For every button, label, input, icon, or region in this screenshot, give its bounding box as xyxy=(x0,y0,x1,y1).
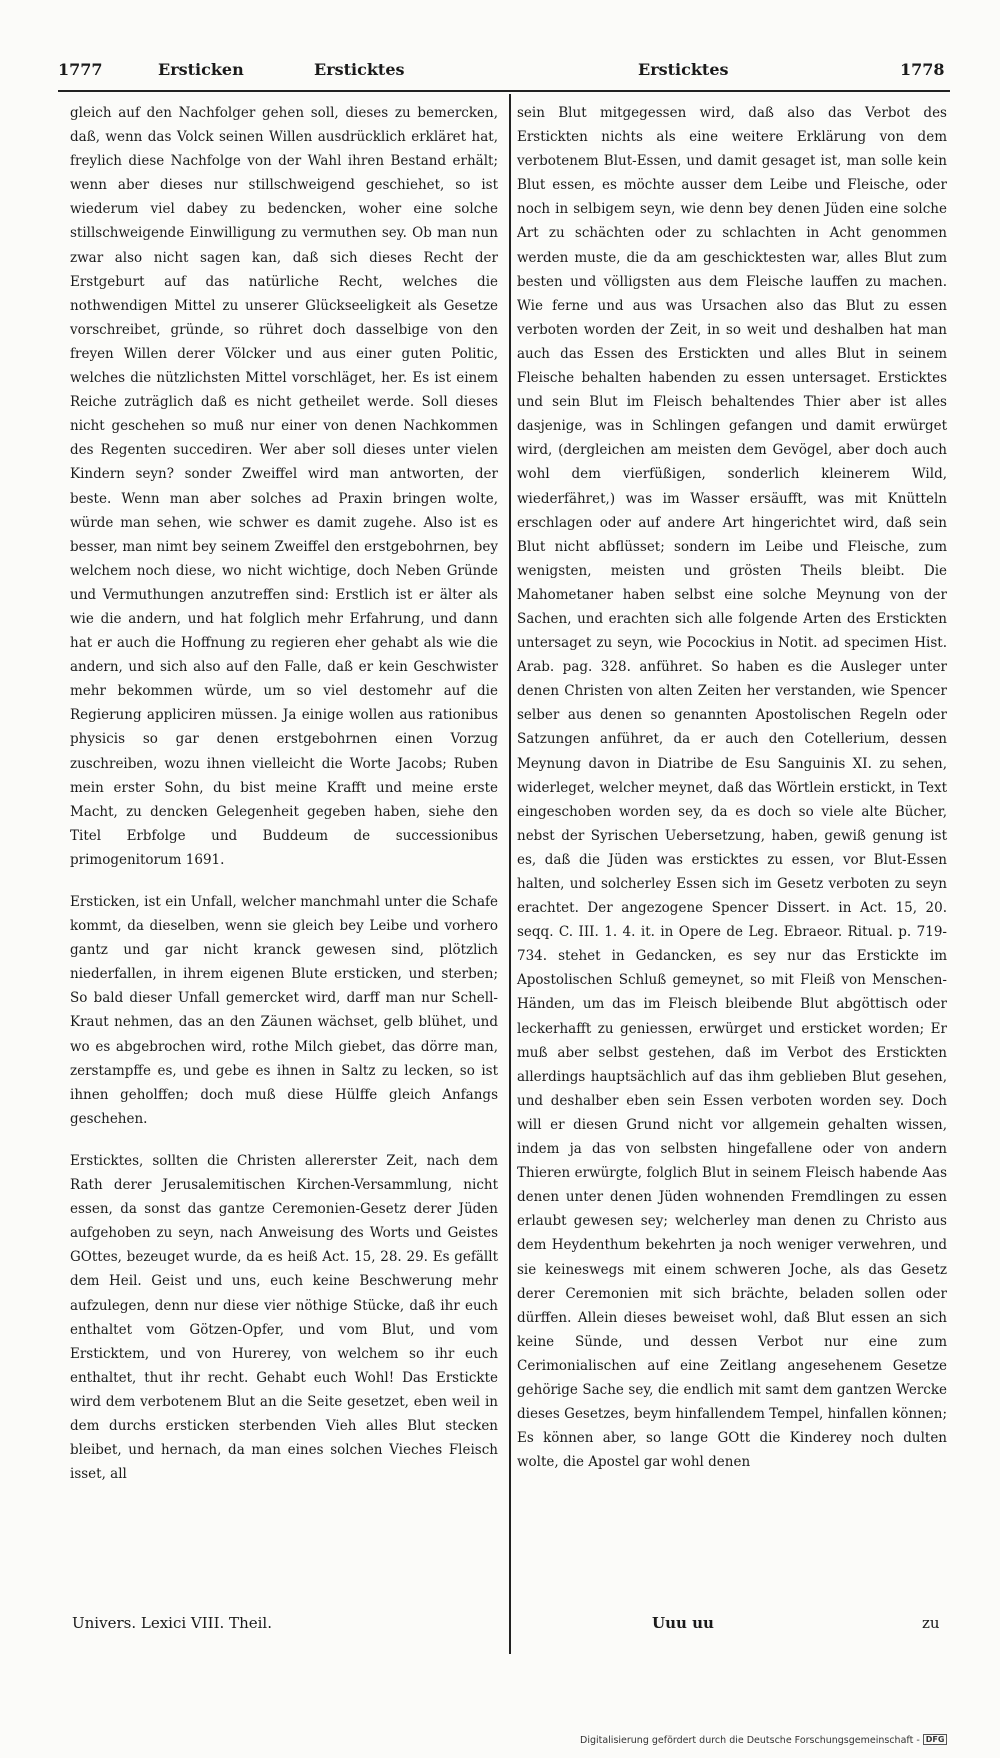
column-divider xyxy=(509,94,511,1654)
credit-text: Digitalisierung gefördert durch die Deutsche Forschungsgemeinschaft - xyxy=(580,1735,920,1746)
left-page-number: 1777 xyxy=(58,60,103,79)
left-headword-1: Ersticken xyxy=(158,60,244,79)
right-page-number: 1778 xyxy=(900,60,945,79)
left-column xyxy=(70,101,498,1486)
dfg-logo: DFG xyxy=(923,1734,948,1745)
left-paragraph-succession: gleich auf den Nachfolger gehen soll, dieses zu bemercken, daß, wenn das Volck seinen Willen ausdrücklich erkläret hat, freylich diese Nachfolge von der Wahl ihren Bestand erhält; wenn aber dieses nur stillschweigend geschiehet, so ist wiederum viel dabey zu bedencken, woher eine solche stillschweigende Einwilligung zu vermuthen sey. Ob man nun zwar also nicht sagen kan, daß sich dieses Recht der Erstgeburt auf das natürliche Recht, welches die nothwendigen Mittel zu unserer Glückseeligkeit als Gesetze vorschreibet, gründe, so rühret doch dasselbige von den freyen Willen derer Völcker und aus einer guten Politic, welches die nützlichsten Mittel vorschläget, her. Es ist einem Reiche zuträglich daß es nicht getheilet werde. Soll dieses nicht geschehen so muß nur einer von denen Nachkommen des Regenten succediren. Wer aber soll dieses unter vielen Kindern seyn? sonder Zweiffel wird man antworten, der beste. Wenn man aber solches ad Praxin bringen wolte, würde man sehen, wie schwer es damit zugehe. Also ist es besser, man nimt bey seinem Zweiffel den erstgebohrnen, bey welchem noch diese, wo nicht wichtige, doch Neben Gründe und Vermuthungen anzutreffen sind: Erstlich ist er älter als wie die andern, und hat folglich mehr Erfahrung, und dann hat er auch die Hoffnung zu regieren eher gehabt als wie die andern, und sich also auf den Falle, daß er kein Geschwister mehr bekommen würde, um so viel destomehr auf die Regierung appliciren müssen. Ja einige wollen aus rationibus physicis so gar denen erstgebohrnen einen Vorzug zuschreiben, wozu ihnen vielleicht die Worte Jacobs; Ruben mein erster Sohn, du bist meine Krafft und meine erste Macht, zu dencken Gelegenheit gegeben haben, siehe den Titel Erbfolge und Buddeum de successionibus primogenitorum 1691. xyxy=(70,105,498,868)
digitization-credit xyxy=(580,1734,947,1746)
right-column xyxy=(517,101,947,1474)
left-headword-2: Ersticktes xyxy=(314,60,405,79)
footer-catchword: zu xyxy=(922,1614,940,1632)
right-paragraph-continuation: sein Blut mitgegessen wird, daß also das Verbot des Erstickten nichts als eine weitere Erklärung von dem verbotenem Blut-Essen, und damit gesaget ist, man solle kein Blut essen, es möchte ausser dem Leibe und Fleische, oder noch in selbigem seyn, wie denn bey denen Jüden eine solche Art zu schächten oder zu schlachten in Acht genommen werden muste, die da am geschicktesten war, alles Blut zum besten und völligsten aus dem Fleische lauffen zu machen. Wie ferne und aus was Ursachen also das Blut zu essen verboten worden der Zeit, in so weit und deshalben hat man auch das Essen des Erstickten und alles Blut in seinem Fleische behalten habenden zu essen untersaget. Ersticktes und sein Blut im Fleisch behaltendes Thier aber ist alles dasjenige, was in Schlingen gefangen und damit erwürget wird, (dergleichen am meisten dem Gevögel, aber doch auch wohl dem vierfüßigen, sonderlich kleinerem Wild, wiederfähret,) was im Wasser ersäufft, was mit Knütteln erschlagen oder auf andere Art hingerichtet wird, daß sein Blut nicht abflüsset; sondern im Leibe und Fleische, zum wenigsten, meisten und grösten Theils bleibt. Die Mahometaner haben selbst eine solche Meynung von der Sachen, und erachten sich alle folgende Arten des Erstickten untersaget zu seyn, wie Pocockius in Notit. ad specimen Hist. Arab. pag. 328. anführet. So haben es die Ausleger unter denen Christen von alten Zeiten her verstanden, wie Spencer selber aus denen so genannten Apostolischen Regeln oder Satzungen anführet, da er auch den Cotellerium, dessen Meynung davon in Diatribe de Esu Sanguinis XI. zu sehen, widerleget, welcher meynet, daß das Wörtlein erstickt, in Text eingeschoben worden sey, da es doch so viele alte Bücher, nebst der Syrischen Uebersetzung, haben, gewiß genung ist es, daß die Jüden was ersticktes zu essen, vor Blut-Essen halten, und solcherley Essen sich im Gesetz verboten zu seyn erachtet. Der angezogene Spencer Dissert. in Act. 15, 20. seqq. C. III. 1. 4. it. in Opere de Leg. Ebraeor. Ritual. p. 719-734. stehet in Gedancken, es sey nur das Erstickte im Apostolischen Schluß gemeynet, so mit Fleiß von Menschen-Händen, um das im Fleisch bleibende Blut abgöttisch oder leckerhafft zu geniessen, erwürget und ersticket worden; Er muß aber selbst gestehen, daß im Verbot des Erstickten allerdings hauptsächlich auf das ihm geblieben Blut gesehen, und deshalber eben sein Essen verboten worden sey. Doch will er diesen Grund nicht vor allgemein gehalten wissen, indem ja das von selbsten hingefallene oder von andern Thieren erwürgte, folglich Blut in seinem Fleisch habende Aas denen unter denen Jüden wohnenden Fremdlingen zu essen erlaubt gewesen sey; welcherley man denen zu Christo aus dem Heydenthum bekehrten ja noch weniger verwehren, und sie keineswegs mit einem schweren Joche, als das Gesetz derer Ceremonien mit sich brächte, beladen sollen oder dürffen. Allein dieses beweiset wohl, daß Blut essen an sich keine Sünde, und dessen Verbot nur eine zum Cerimonialischen auf eine Zeitlang angesehenem Gesetze gehörige Sache sey, die endlich mit samt dem gantzen Wercke dieses Gesetzes, beym hinfallendem Tempel, hinfallen können; Es können aber, so lange GOtt die Kinderey noch dulten wolte, die Apostel gar wohl denen xyxy=(517,105,947,1471)
footer-volume: Univers. Lexici VIII. Theil. xyxy=(72,1614,272,1632)
footer-signature-mark: Uuu uu xyxy=(652,1614,714,1632)
header-rule xyxy=(58,90,950,92)
left-paragraph-ersticken: Ersticken, ist ein Unfall, welcher manchmahl unter die Schafe kommt, da dieselben, wenn sie gleich bey Leibe und vorhero gantz und gar nicht kranck gewesen sind, plötzlich niederfallen, in ihrem eigenen Blute ersticken, und sterben; So bald dieser Unfall gemercket wird, darff man nur Schell-Kraut nehmen, das an den Zäunen wächset, gelb blühet, und wo es abgebrochen wird, rothe Milch giebet, das dörre man, zerstampffe es, und gebe es ihnen in Saltz zu lecken, so ist ihnen geholffen; doch muß diese Hülffe gleich Anfangs geschehen. xyxy=(70,894,498,1127)
right-headword: Ersticktes xyxy=(638,60,729,79)
page-header xyxy=(58,60,950,82)
left-paragraph-ersticktes: Ersticktes, sollten die Christen allererster Zeit, nach dem Rath derer Jerusalemitischen Kirchen-Versammlung, nicht essen, da sonst das gantze Ceremonien-Gesetz derer Jüden aufgehoben zu seyn, nach Anweisung des Worts und Geistes GOttes, bezeuget wurde, da es heiß Act. 15, 28. 29. Es gefällt dem Heil. Geist und uns, euch keine Beschwerung mehr aufzulegen, denn nur diese vier nöthige Stücke, daß ihr euch enthaltet vom Götzen-Opfer, und vom Blut, und vom Ersticktem, und von Hurerey, von welchem so ihr euch enthaltet, thut ihr recht. Gehabt euch Wohl! Das Erstickte wird dem verbotenem Blut an die Seite gesetzet, eben weil in dem durchs ersticken sterbenden Vieh alles Blut stecken bleibet, und hernach, da man eines solchen Vieches Fleisch isset, all xyxy=(70,1152,498,1483)
